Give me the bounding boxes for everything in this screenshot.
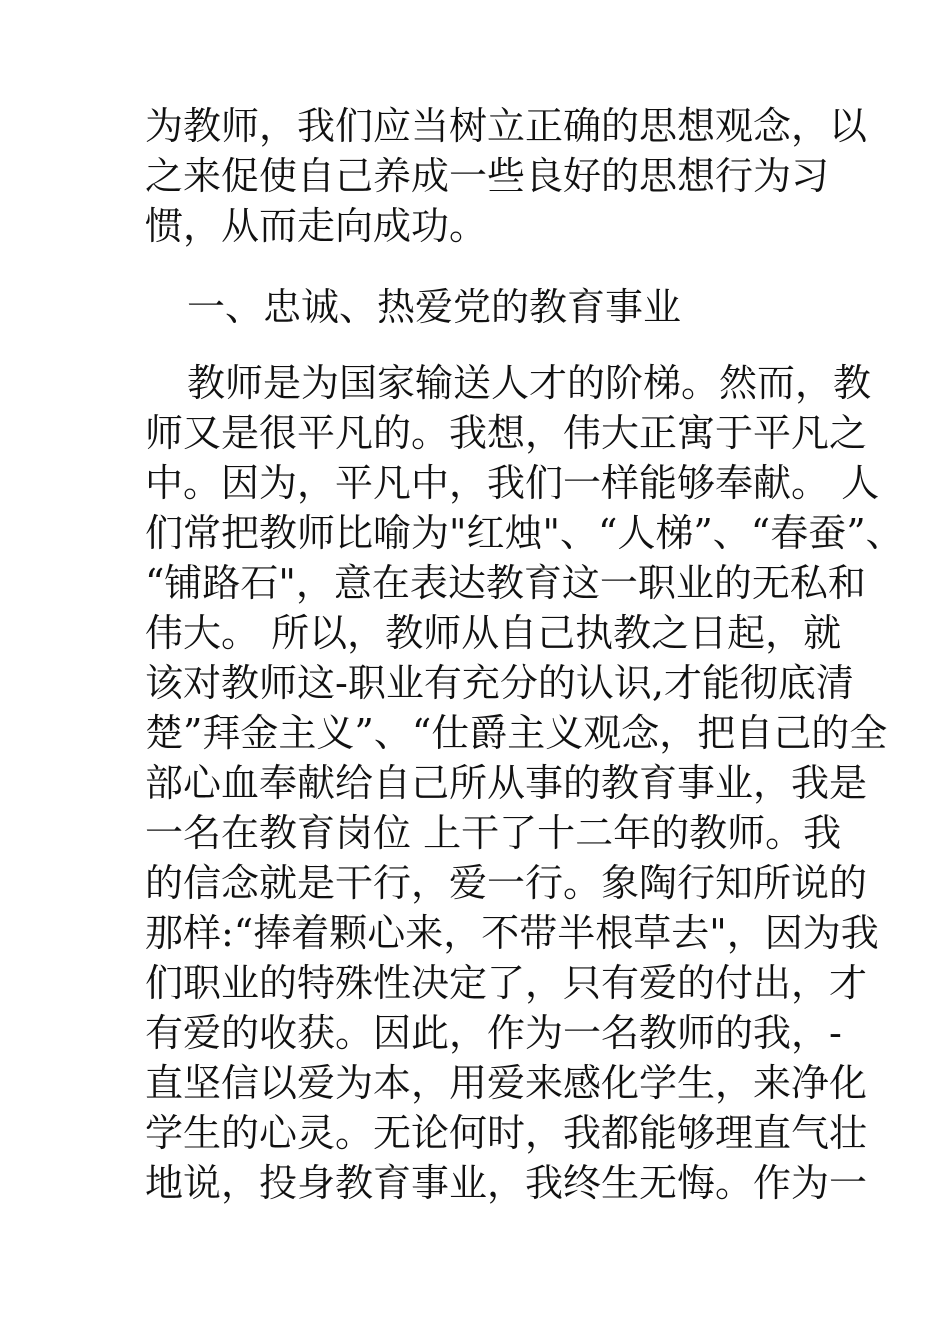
body-line: 地说，投身教育事业，我终生无悔。作为一 <box>145 1161 868 1205</box>
intro-line: 惯，从而走向成功。 <box>145 204 488 248</box>
body-line: 楚”拜金主义”、“仕爵主义观念，把自己的全 <box>145 711 888 755</box>
intro-line: 为教师，我们应当树立正确的思想观念，以 <box>145 104 868 148</box>
body-line: 们职业的特殊性决定了，只有爱的付出，才 <box>145 961 868 1005</box>
body-line: 有爱的收获。因此，作为一名教师的我，- <box>145 1011 842 1055</box>
body-line: 们常把教师比喻为"红烛"、“人梯”、“春蚕”、 <box>145 511 904 555</box>
body-line: 那样:“捧着颗心来，不带半根草去"，因为我 <box>145 911 879 955</box>
body-line: 学生的心灵。无论何时，我都能够理直气壮 <box>145 1111 868 1155</box>
body-line: 中。因为，平凡中，我们一样能够奉献。 人 <box>145 461 880 505</box>
body-line: “铺路石"，意在表达教育这一职业的无私和 <box>145 561 866 605</box>
body-line: 的信念就是干行，爱一行。象陶行知所说的 <box>145 861 868 905</box>
body-line: 部心血奉献给自己所从事的教育事业，我是 <box>145 761 868 805</box>
body-line: 伟大。 所以，教师从自己执教之日起，就 <box>145 611 842 655</box>
body-line: 教师是为国家输送人才的阶梯。然而，教 <box>187 361 872 405</box>
body-line: 该对教师这-职业有充分的认识,才能彻底清 <box>145 661 854 705</box>
body-line: 师又是很平凡的。我想，伟大正寓于平凡之 <box>145 411 868 455</box>
body-line: 直坚信以爱为本，用爱来感化学生，来净化 <box>145 1061 868 1105</box>
body-line: 一名在教育岗位 上干了十二年的教师。我 <box>145 811 842 855</box>
intro-line: 之来促使自己养成一些良好的思想行为习 <box>145 154 830 198</box>
section-heading: 一、忠诚、热爱党的教育事业 <box>187 285 682 329</box>
